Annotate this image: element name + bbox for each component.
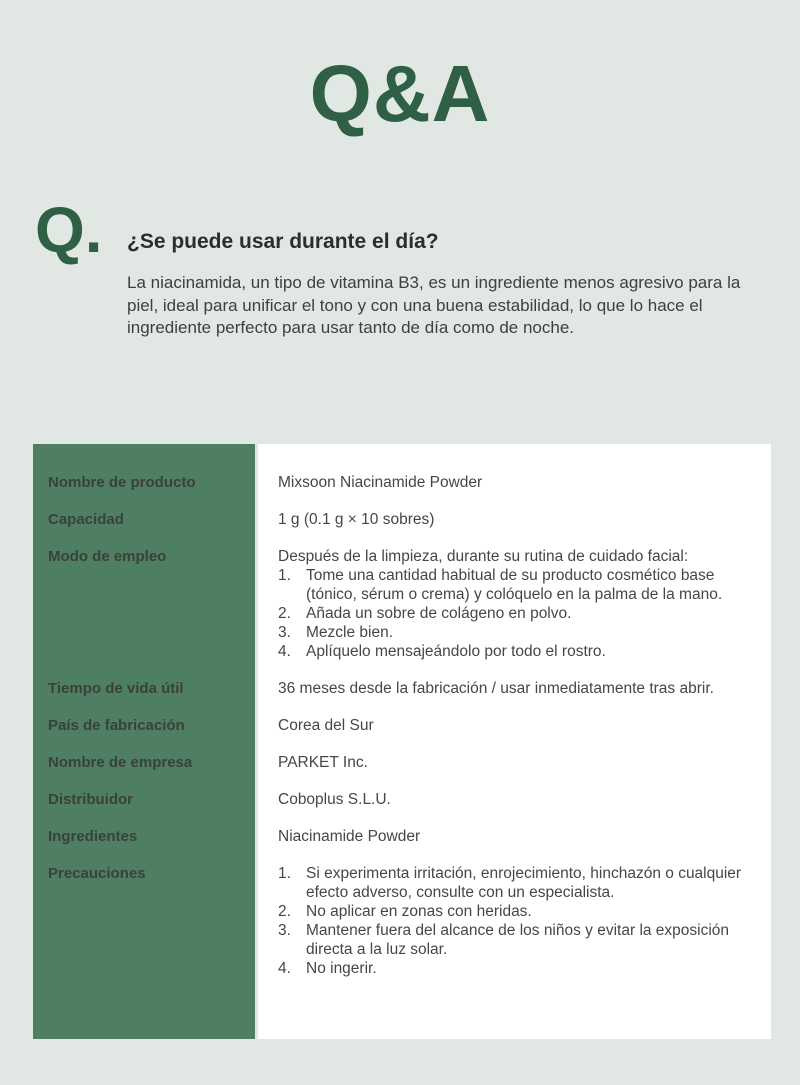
spec-value-text: Mixsoon Niacinamide Powder (278, 474, 483, 491)
spec-label: País de fabricación (33, 707, 255, 744)
table-bottom-padding (33, 987, 771, 1039)
list-intro: Después de la limpieza, durante su rutina de cuidado facial: (278, 548, 689, 565)
spec-row (33, 744, 771, 781)
spec-value-text (278, 864, 756, 978)
spec-value (258, 781, 771, 818)
list-item: Aplíquelo mensajeándolo por todo el rostro. (306, 643, 606, 660)
spec-value-text (278, 547, 756, 661)
spec-value (258, 670, 771, 707)
question-text: ¿Se puede usar durante el día? (127, 230, 439, 253)
spec-row (33, 818, 771, 855)
spec-value-text: PARKET Inc. (278, 754, 368, 771)
spec-row (33, 538, 771, 670)
spec-label: Nombre de producto (33, 464, 255, 501)
table-top-padding (33, 444, 771, 464)
spec-value (258, 818, 771, 855)
q-mark-icon: Q. (35, 194, 103, 266)
spec-row (33, 781, 771, 818)
spec-value-text: Niacinamide Powder (278, 828, 421, 845)
spec-value-text: 1 g (0.1 g × 10 sobres) (278, 511, 435, 528)
spec-row (33, 501, 771, 538)
answer-text: La niacinamida, un tipo de vitamina B3, es un ingrediente menos agresivo para la piel, ideal para unificar el tono y con una buena estabilidad, lo que lo hace el ingrediente perfecto para usar tanto de día como de noche. (127, 273, 741, 337)
question-answer-block (35, 194, 770, 340)
spec-label: Distribuidor (33, 781, 255, 818)
page-title: Q&A (309, 49, 491, 138)
spec-value-text: 36 meses desde la fabricación / usar inmediatamente tras abrir. (278, 680, 714, 697)
spec-value-text: Coboplus S.L.U. (278, 791, 391, 808)
spec-row (33, 464, 771, 501)
spec-label: Capacidad (33, 501, 255, 538)
product-spec-table (33, 444, 771, 1039)
spec-value (258, 501, 771, 538)
spec-value-text: Corea del Sur (278, 717, 374, 734)
list-item: Mantener fuera del alcance de los niños y evitar la exposición directa a la luz solar. (306, 922, 730, 958)
list-item: Añada un sobre de colágeno en polvo. (306, 605, 572, 622)
spec-label: Ingredientes (33, 818, 255, 855)
spec-label: Precauciones (33, 855, 255, 987)
list-item: Si experimenta irritación, enrojecimiento, hinchazón o cualquier efecto adverso, consulte con un especialista. (306, 865, 742, 901)
spec-row (33, 707, 771, 744)
spec-label: Tiempo de vida útil (33, 670, 255, 707)
spec-label: Modo de empleo (33, 538, 255, 670)
question-content (127, 200, 747, 340)
spec-row (33, 670, 771, 707)
numbered-list (278, 864, 756, 978)
spec-value (258, 744, 771, 781)
numbered-list (278, 566, 756, 661)
spec-label: Nombre de empresa (33, 744, 255, 781)
spec-value (258, 707, 771, 744)
spec-value (258, 855, 771, 987)
list-item: Tome una cantidad habitual de su producto cosmético base (tónico, sérum o crema) y colóquelo en la palma de la mano. (306, 567, 723, 603)
list-item: Mezcle bien. (306, 624, 394, 641)
spec-value (258, 464, 771, 501)
list-item: No ingerir. (306, 960, 377, 977)
list-item: No aplicar en zonas con heridas. (306, 903, 532, 920)
spec-row (33, 855, 771, 987)
spec-value (258, 538, 771, 670)
